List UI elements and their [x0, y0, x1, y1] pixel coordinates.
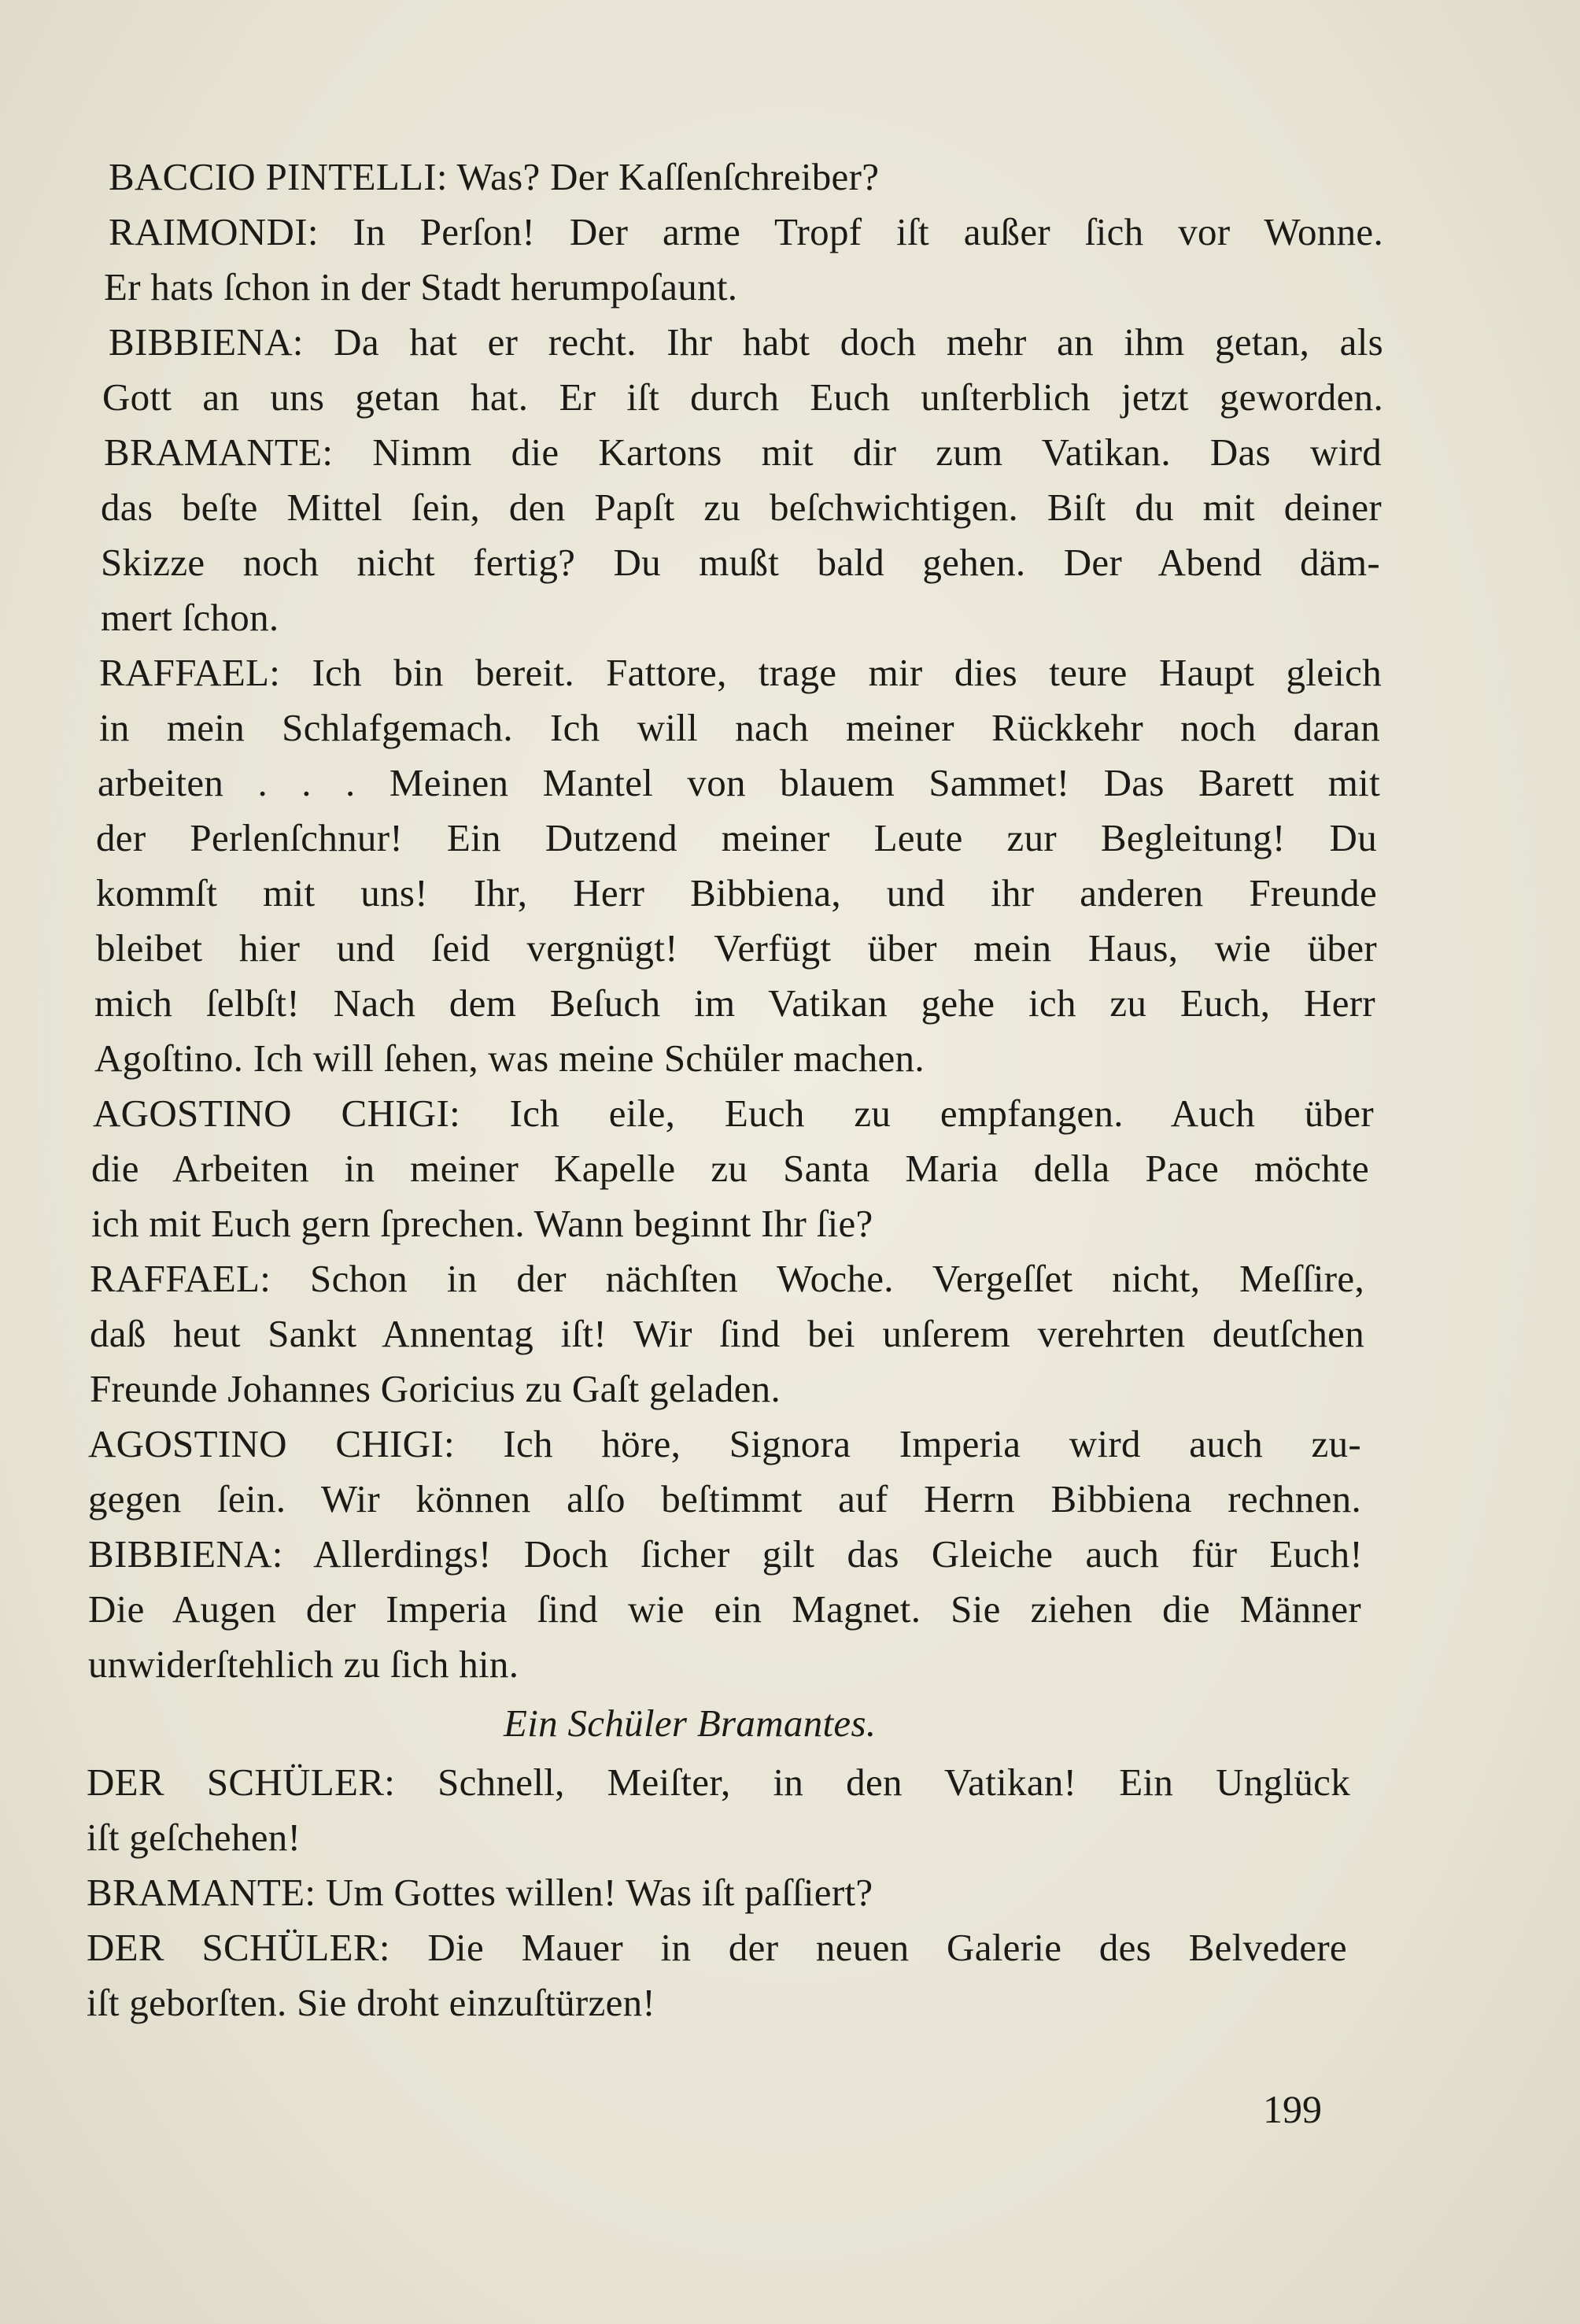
text-line: in mein Schlafgemach. Ich will nach meiner Rückkehr noch daran [99, 706, 1380, 749]
text-line: DER SCHÜLER: Die Mauer in der neuen Galerie des Belvedere [87, 1926, 1347, 1969]
text-line: Die Augen der Imperia ſind wie ein Magnet. Sie ziehen die Männer [88, 1587, 1361, 1631]
text-line: Er hats ſchon in der Stadt herumpoſaunt. [104, 265, 738, 309]
text-line: das beſte Mittel ſein, den Papſt zu beſchwichtigen. Biſt du mit deiner [101, 486, 1382, 529]
text-line: Skizze noch nicht fertig? Du mußt bald gehen. Der Abend däm- [101, 541, 1380, 584]
text-line: arbeiten . . . Meinen Mantel von blauem Sammet! Das Barett mit [98, 761, 1380, 804]
text-line: mich ſelbſt! Nach dem Beſuch im Vatikan gehe ich zu Euch, Herr [94, 981, 1375, 1025]
text-line: bleibet hier und ſeid vergnügt! Verfügt über mein Haus, wie über [96, 926, 1377, 970]
text-line: BIBBIENA: Da hat er recht. Ihr habt doch mehr an ihm getan, als [109, 320, 1383, 364]
text-line: mert ſchon. [101, 596, 279, 639]
text-line: unwiderſtehlich zu ſich hin. [88, 1642, 519, 1686]
text-line: ich mit Euch gern ſprechen. Wann beginnt Ihr ſie? [91, 1202, 873, 1245]
text-line: gegen ſein. Wir können alſo beſtimmt auf Herrn Bibbiena rechnen. [88, 1477, 1361, 1520]
page-number: 199 [1263, 2087, 1322, 2131]
text-line: Gott an uns getan hat. Er iſt durch Euch unſterblich jetzt geworden. [102, 375, 1383, 419]
text-line: daß heut Sankt Annentag iſt! Wir ſind bei unſerem verehrten deutſchen [90, 1312, 1364, 1355]
text-line: AGOSTINO CHIGI: Ich eile, Euch zu empfangen. Auch über [93, 1092, 1374, 1135]
text-line: der Perlenſchnur! Ein Dutzend meiner Leute zur Begleitung! Du [96, 816, 1377, 859]
text-line: Agoſtino. Ich will ſehen, was meine Schüler machen. [94, 1036, 925, 1080]
stage-direction: Ein Schüler Bramantes. [504, 1701, 877, 1745]
text-line: BIBBIENA: Allerdings! Doch ſicher gilt das Gleiche auch für Euch! [88, 1532, 1363, 1576]
text-line: RAFFAEL: Schon in der nächſten Woche. Vergeſſet nicht, Meſſire, [90, 1257, 1364, 1300]
text-line: DER SCHÜLER: Schnell, Meiſter, in den Vatikan! Ein Unglück [87, 1761, 1350, 1804]
text-line: AGOSTINO CHIGI: Ich höre, Signora Imperia wird auch zu- [88, 1422, 1361, 1465]
text-line: RAIMONDI: In Perſon! Der arme Tropf iſt außer ſich vor Wonne. [109, 210, 1383, 253]
text-line: die Arbeiten in meiner Kapelle zu Santa Maria della Pace möchte [91, 1147, 1369, 1190]
text-line: iſt geſchehen! [87, 1816, 301, 1859]
text-line: Freunde Johannes Goricius zu Gaſt geladen. [90, 1367, 781, 1410]
text-line: BRAMANTE: Nimm die Kartons mit dir zum Vatikan. Das wird [104, 430, 1382, 474]
text-line: iſt geborſten. Sie droht einzuſtürzen! [87, 1981, 656, 2024]
text-line: BACCIO PINTELLI: Was? Der Kaſſenſchreiber? [109, 155, 880, 198]
text-line: BRAMANTE: Um Gottes willen! Was iſt paſſiert? [87, 1871, 873, 1914]
text-line: kommſt mit uns! Ihr, Herr Bibbiena, und ihr anderen Freunde [96, 871, 1377, 914]
text-line: RAFFAEL: Ich bin bereit. Fattore, trage mir dies teure Haupt gleich [99, 651, 1382, 694]
